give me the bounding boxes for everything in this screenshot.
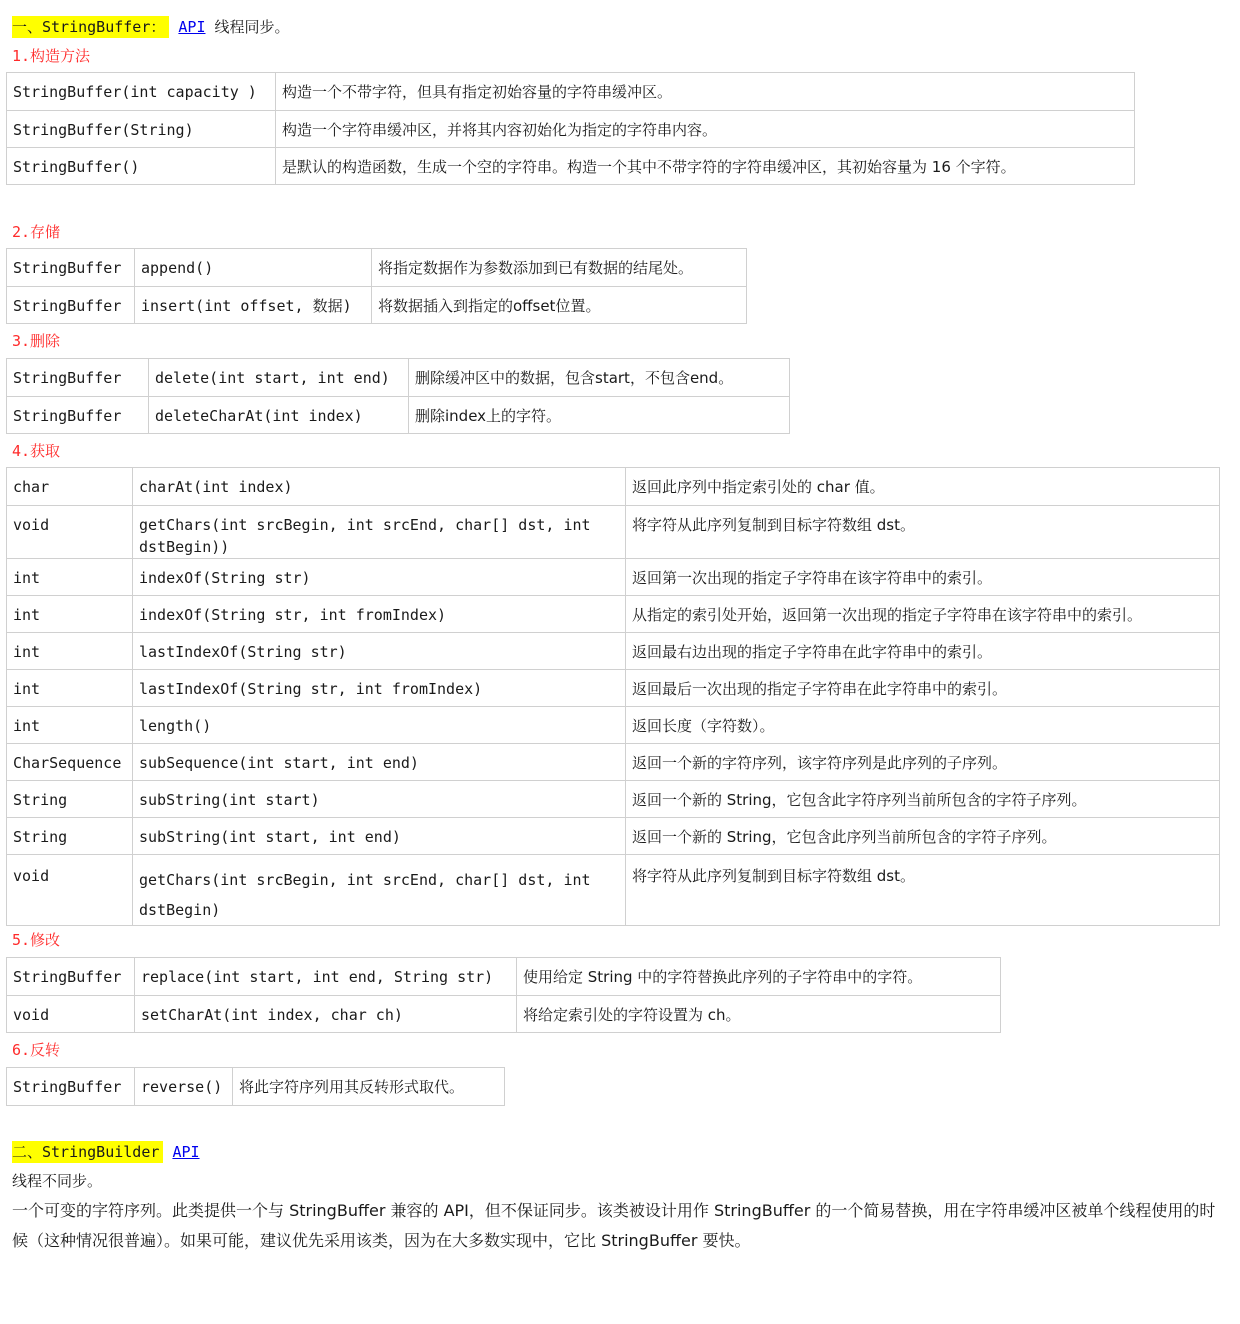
table-row — [7, 818, 1220, 855]
part2-paragraph: 一个可变的字符序列。此类提供一个与 StringBuffer 兼容的 API，但不保证同步。该类被设计用作 StringBuffer 的一个简易替换，用在字符串缓冲区被单个线程使用的时候（这种情况很普遍）。如果可能，建议优先采用该类，因为在大多数实现中，它比 StringBuffer 要快。 — [12, 1201, 1216, 1250]
table-row — [7, 506, 1220, 559]
section-title-storage: 2.存储 — [12, 223, 61, 241]
table-cell: StringBuffer — [7, 958, 135, 996]
table-cell: length() — [133, 707, 626, 744]
modification-table — [6, 957, 1001, 1033]
table-row — [7, 958, 1001, 996]
table-cell: StringBuffer — [7, 1068, 135, 1106]
table-cell: 从指定的索引处开始，返回第一次出现的指定子字符串在该字符串中的索引。 — [626, 596, 1220, 633]
table-cell: 删除index上的字符。 — [409, 397, 790, 434]
deletion-table — [6, 358, 790, 434]
table-row — [7, 633, 1220, 670]
storage-table — [6, 248, 747, 324]
table-cell: 将数据插入到指定的offset位置。 — [372, 287, 747, 324]
table-cell: 将字符从此序列复制到目标字符数组 dst。 — [626, 855, 1220, 926]
table-cell: int — [7, 633, 133, 670]
table-cell: deleteCharAt(int index) — [149, 397, 409, 434]
table-cell: lastIndexOf(String str, int fromIndex) — [133, 670, 626, 707]
table-cell: 返回最后一次出现的指定子字符串在此字符串中的索引。 — [626, 670, 1220, 707]
table-row — [7, 559, 1220, 596]
part1-note: 线程同步。 — [214, 18, 290, 36]
table-cell: CharSequence — [7, 744, 133, 781]
part1-api-link[interactable]: API — [178, 18, 206, 36]
table-cell: 是默认的构造函数，生成一个空的字符串。构造一个其中不带字符的字符串缓冲区，其初始容量为 16 个字符。 — [276, 148, 1135, 185]
table-cell: int — [7, 707, 133, 744]
table-row — [7, 397, 790, 434]
table-cell: 构造一个不带字符，但具有指定初始容量的字符串缓冲区。 — [276, 73, 1135, 111]
table-cell: StringBuffer — [7, 249, 135, 287]
table-cell: StringBuffer(String) — [7, 111, 276, 148]
table-cell: 返回第一次出现的指定子字符串在该字符串中的索引。 — [626, 559, 1220, 596]
table-cell: reverse() — [135, 1068, 233, 1106]
table-cell: 将给定索引处的字符设置为 ch。 — [517, 996, 1001, 1033]
table-row — [7, 287, 747, 324]
table-row — [7, 148, 1135, 185]
retrieval-table — [6, 467, 1220, 926]
table-cell: 返回此序列中指定索引处的 char 值。 — [626, 468, 1220, 506]
table-cell: setCharAt(int index, char ch) — [135, 996, 517, 1033]
table-cell: replace(int start, int end, String str) — [135, 958, 517, 996]
table-cell: subSequence(int start, int end) — [133, 744, 626, 781]
table-cell: charAt(int index) — [133, 468, 626, 506]
table-row — [7, 1068, 505, 1106]
section-title-retrieval: 4.获取 — [12, 442, 61, 460]
table-cell: String — [7, 818, 133, 855]
table-cell: 返回长度（字符数）。 — [626, 707, 1220, 744]
table-cell: 返回最右边出现的指定子字符串在此字符串中的索引。 — [626, 633, 1220, 670]
table-cell: 删除缓冲区中的数据，包含start，不包含end。 — [409, 359, 790, 397]
table-cell: append() — [135, 249, 372, 287]
table-cell: insert(int offset, 数据) — [135, 287, 372, 324]
table-cell: indexOf(String str, int fromIndex) — [133, 596, 626, 633]
table-cell: subString(int start) — [133, 781, 626, 818]
table-cell: int — [7, 559, 133, 596]
table-cell: getChars(int srcBegin, int srcEnd, char[] dst, int dstBegin) — [133, 855, 626, 926]
table-cell: 使用给定 String 中的字符替换此序列的子字符串中的字符。 — [517, 958, 1001, 996]
table-row — [7, 468, 1220, 506]
table-cell: StringBuffer — [7, 359, 149, 397]
part2-line1: 线程不同步。 — [12, 1172, 103, 1190]
table-cell: void — [7, 996, 135, 1033]
table-cell: delete(int start, int end) — [149, 359, 409, 397]
table-row — [7, 359, 790, 397]
table-row — [7, 744, 1220, 781]
section-title-modification: 5.修改 — [12, 931, 61, 949]
table-row — [7, 73, 1135, 111]
table-cell: 构造一个字符串缓冲区，并将其内容初始化为指定的字符串内容。 — [276, 111, 1135, 148]
reversal-table — [6, 1067, 505, 1106]
table-cell: void — [7, 506, 133, 559]
table-row — [7, 855, 1220, 926]
table-cell: 将指定数据作为参数添加到已有数据的结尾处。 — [372, 249, 747, 287]
table-row — [7, 249, 747, 287]
table-cell: int — [7, 596, 133, 633]
section-title-deletion: 3.删除 — [12, 332, 61, 350]
table-row — [7, 111, 1135, 148]
table-row — [7, 670, 1220, 707]
part2-heading: 二、StringBuilder — [12, 1141, 163, 1163]
table-row — [7, 596, 1220, 633]
table-row — [7, 996, 1001, 1033]
table-cell: int — [7, 670, 133, 707]
table-cell: String — [7, 781, 133, 818]
table-cell: lastIndexOf(String str) — [133, 633, 626, 670]
part2-heading-line — [12, 1141, 200, 1163]
table-cell: subString(int start, int end) — [133, 818, 626, 855]
section-title-constructors: 1.构造方法 — [12, 47, 91, 65]
table-cell: getChars(int srcBegin, int srcEnd, char[] dst, int dstBegin)) — [133, 506, 626, 559]
table-row — [7, 781, 1220, 818]
table-cell: StringBuffer — [7, 287, 135, 324]
part1-heading: 一、StringBuffer： — [12, 16, 169, 38]
table-cell: 返回一个新的 String，它包含此字符序列当前所包含的字符子序列。 — [626, 781, 1220, 818]
table-cell: indexOf(String str) — [133, 559, 626, 596]
table-cell: 返回一个新的字符序列，该字符序列是此序列的子序列。 — [626, 744, 1220, 781]
constructors-table — [6, 72, 1135, 185]
table-cell: char — [7, 468, 133, 506]
section-title-reversal: 6.反转 — [12, 1041, 61, 1059]
table-cell: void — [7, 855, 133, 926]
table-cell: 将此字符序列用其反转形式取代。 — [233, 1068, 505, 1106]
part2-api-link[interactable]: API — [172, 1143, 200, 1161]
table-cell: 将字符从此序列复制到目标字符数组 dst。 — [626, 506, 1220, 559]
table-cell: StringBuffer() — [7, 148, 276, 185]
table-cell: StringBuffer — [7, 397, 149, 434]
table-row — [7, 707, 1220, 744]
table-cell: 返回一个新的 String，它包含此序列当前所包含的字符子序列。 — [626, 818, 1220, 855]
part1-heading-line — [12, 16, 290, 38]
table-cell: StringBuffer(int capacity ) — [7, 73, 276, 111]
